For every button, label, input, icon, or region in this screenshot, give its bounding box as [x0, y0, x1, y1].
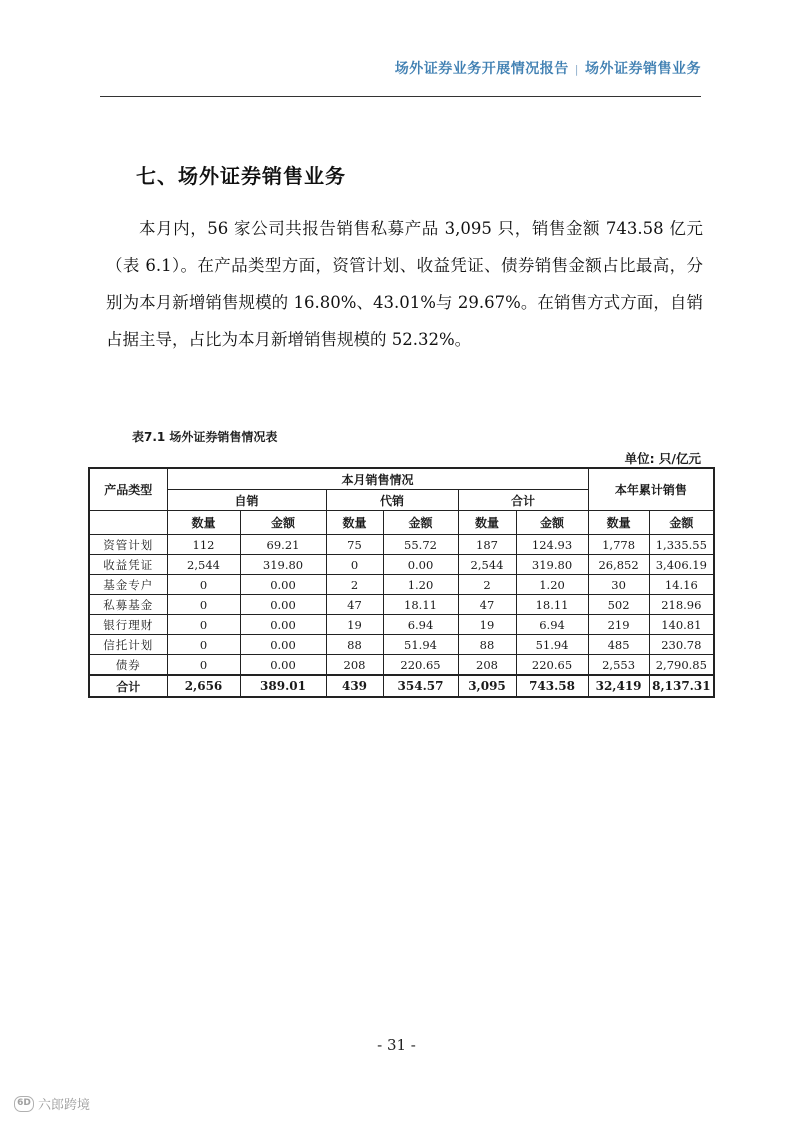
cell: 112 [167, 535, 240, 555]
table-row [89, 655, 714, 676]
cell: 0 [326, 555, 383, 575]
cell: 220.65 [516, 655, 588, 676]
header-total: 合计 [458, 490, 588, 511]
cell: 0.00 [240, 575, 326, 595]
cell: 485 [588, 635, 649, 655]
row-name: 私募基金 [89, 595, 167, 615]
cell: 319.80 [240, 555, 326, 575]
row-name: 收益凭证 [89, 555, 167, 575]
cell: 0 [167, 655, 240, 676]
cell: 88 [326, 635, 383, 655]
cell: 0 [167, 595, 240, 615]
sales-table [88, 467, 715, 698]
row-name: 基金专户 [89, 575, 167, 595]
cell: 219 [588, 615, 649, 635]
header-separator: | [574, 63, 579, 76]
cell: 208 [458, 655, 516, 676]
cell: 6.94 [383, 615, 458, 635]
cell: 30 [588, 575, 649, 595]
header-amt: 金额 [240, 511, 326, 535]
cell: 2 [326, 575, 383, 595]
cell: 319.80 [516, 555, 588, 575]
total-cell: 2,656 [167, 675, 240, 697]
header-report-title: 场外证券业务开展情况报告 [394, 61, 569, 77]
header-product-type: 产品类型 [89, 468, 167, 511]
total-cell: 3,095 [458, 675, 516, 697]
header-qty: 数量 [588, 511, 649, 535]
cell: 0.00 [240, 655, 326, 676]
cell: 18.11 [383, 595, 458, 615]
cell: 51.94 [516, 635, 588, 655]
cell: 19 [458, 615, 516, 635]
cell: 6.94 [516, 615, 588, 635]
watermark-logo-icon: 6D [14, 1096, 34, 1112]
row-name: 债券 [89, 655, 167, 676]
cell: 0 [167, 635, 240, 655]
header-amt: 金额 [649, 511, 714, 535]
running-header [395, 58, 701, 78]
cell: 2 [458, 575, 516, 595]
cell: 218.96 [649, 595, 714, 615]
cell: 0 [167, 615, 240, 635]
cell: 1.20 [516, 575, 588, 595]
cell: 26,852 [588, 555, 649, 575]
cell: 55.72 [383, 535, 458, 555]
cell: 18.11 [516, 595, 588, 615]
header-qty: 数量 [326, 511, 383, 535]
total-cell: 439 [326, 675, 383, 697]
row-name: 信托计划 [89, 635, 167, 655]
total-cell: 389.01 [240, 675, 326, 697]
cell: 1,335.55 [649, 535, 714, 555]
cell: 140.81 [649, 615, 714, 635]
table-row [89, 595, 714, 615]
cell: 51.94 [383, 635, 458, 655]
total-cell: 354.57 [383, 675, 458, 697]
header-qty: 数量 [458, 511, 516, 535]
cell: 2,790.85 [649, 655, 714, 676]
cell: 19 [326, 615, 383, 635]
table-total-row [89, 675, 714, 697]
header-rule [100, 96, 701, 97]
header-ytd: 本年累计销售 [588, 468, 714, 511]
page-number: - 31 - [377, 1036, 416, 1054]
cell: 3,406.19 [649, 555, 714, 575]
table-title: 表7.1 场外证券销售情况表 [132, 430, 278, 444]
section-heading: 七、场外证券销售业务 [136, 164, 346, 188]
cell: 187 [458, 535, 516, 555]
table-row [89, 635, 714, 655]
table-unit: 单位: 只/亿元 [624, 451, 701, 466]
header-row-1 [89, 468, 714, 490]
cell: 2,553 [588, 655, 649, 676]
row-name: 资管计划 [89, 535, 167, 555]
cell: 88 [458, 635, 516, 655]
cell: 14.16 [649, 575, 714, 595]
cell: 2,544 [458, 555, 516, 575]
cell: 47 [326, 595, 383, 615]
table-row [89, 535, 714, 555]
header-qty: 数量 [167, 511, 240, 535]
total-cell: 32,419 [588, 675, 649, 697]
header-self: 自销 [167, 490, 326, 511]
cell: 0 [167, 575, 240, 595]
cell: 230.78 [649, 635, 714, 655]
cell: 2,544 [167, 555, 240, 575]
header-row-3 [89, 511, 714, 535]
section-paragraph: 本月内，56 家公司共报告销售私募产品 3,095 只，销售金额 743.58 亿元（表 6.1）。在产品类型方面，资管计划、收益凭证、债券销售金额占比最高，分别为本月新增销售规模的 16.80%、43.01%与 29.67%。在销售方式方面，自销占据主导，占比为本月新增销售规模的 52.32%。 [106, 219, 703, 349]
table-row [89, 575, 714, 595]
cell: 47 [458, 595, 516, 615]
cell: 1,778 [588, 535, 649, 555]
total-cell: 8,137.31 [649, 675, 714, 697]
watermark [14, 1094, 90, 1113]
header-monthly: 本月销售情况 [167, 468, 588, 490]
cell: 208 [326, 655, 383, 676]
table-row [89, 615, 714, 635]
total-name: 合计 [89, 675, 167, 697]
cell: 124.93 [516, 535, 588, 555]
header-amt: 金额 [383, 511, 458, 535]
cell: 0.00 [383, 555, 458, 575]
header-section-title: 场外证券销售业务 [585, 61, 701, 77]
total-cell: 743.58 [516, 675, 588, 697]
row-name: 银行理财 [89, 615, 167, 635]
cell: 1.20 [383, 575, 458, 595]
cell: 0.00 [240, 635, 326, 655]
cell: 75 [326, 535, 383, 555]
cell: 69.21 [240, 535, 326, 555]
watermark-text: 六郎跨境 [38, 1098, 91, 1113]
header-agency: 代销 [326, 490, 458, 511]
header-blank [89, 511, 167, 535]
table-row [89, 555, 714, 575]
cell: 220.65 [383, 655, 458, 676]
cell: 0.00 [240, 615, 326, 635]
cell: 502 [588, 595, 649, 615]
header-amt: 金额 [516, 511, 588, 535]
cell: 0.00 [240, 595, 326, 615]
